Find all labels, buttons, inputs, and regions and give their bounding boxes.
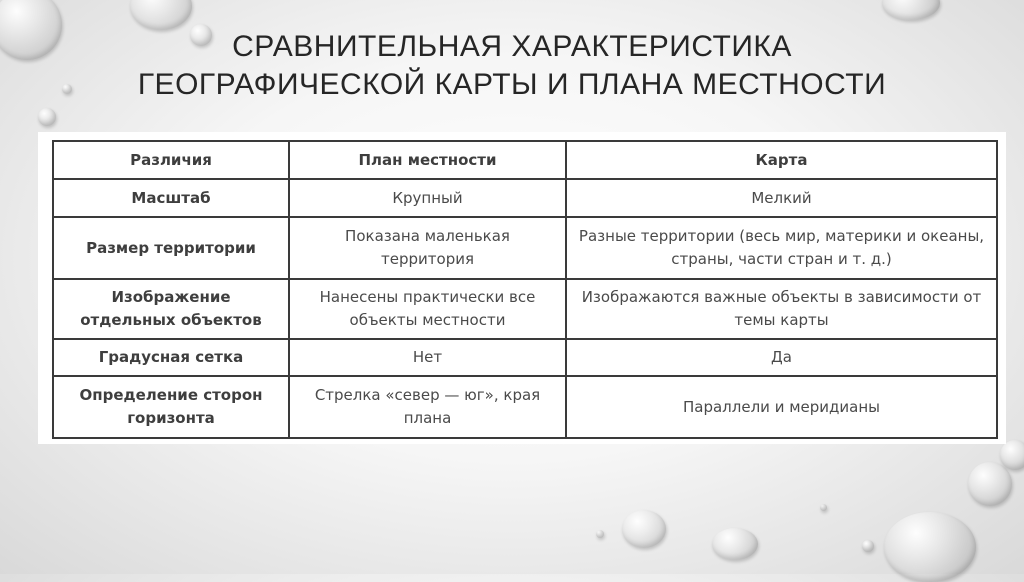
water-drop-decoration bbox=[130, 0, 192, 30]
water-drop-decoration bbox=[38, 108, 56, 126]
column-header-differences: Различия bbox=[53, 141, 289, 179]
table-row bbox=[53, 279, 997, 339]
water-drop-decoration bbox=[712, 528, 758, 560]
plan-cell: Нет bbox=[289, 339, 566, 376]
water-drop-decoration bbox=[622, 510, 666, 548]
map-cell: Да bbox=[566, 339, 997, 376]
map-cell: Параллели и меридианы bbox=[566, 376, 997, 438]
table-row bbox=[53, 217, 997, 279]
slide-title bbox=[0, 28, 1024, 104]
slide-title-line-2: ГЕОГРАФИЧЕСКОЙ КАРТЫ И ПЛАНА МЕСТНОСТИ bbox=[137, 68, 887, 101]
map-cell: Изображаются важные объекты в зависимости от темы карты bbox=[566, 279, 997, 339]
column-header-map: Карта bbox=[566, 141, 997, 179]
water-drop-decoration bbox=[596, 530, 604, 538]
water-drop-decoration bbox=[862, 540, 874, 552]
plan-cell: Нанесены практически все объекты местности bbox=[289, 279, 566, 339]
row-label: Изображение отдельных объектов bbox=[53, 279, 289, 339]
row-label: Масштаб bbox=[53, 179, 289, 217]
table-header-row bbox=[53, 141, 997, 179]
table-row bbox=[53, 179, 997, 217]
water-drop-decoration bbox=[820, 504, 827, 511]
plan-cell: Крупный bbox=[289, 179, 566, 217]
water-drop-decoration bbox=[882, 0, 940, 20]
column-header-plan: План местности bbox=[289, 141, 566, 179]
comparison-table-image bbox=[38, 132, 1006, 444]
row-label: Градусная сетка bbox=[53, 339, 289, 376]
slide-title-line-1: СРАВНИТЕЛЬНАЯ ХАРАКТЕРИСТИКА bbox=[232, 30, 792, 63]
water-drop-decoration bbox=[968, 462, 1012, 506]
water-drop-decoration bbox=[1000, 440, 1024, 470]
water-drop-decoration bbox=[884, 512, 976, 582]
table-row bbox=[53, 376, 997, 438]
map-cell: Разные территории (весь мир, материки и океаны, страны, части стран и т. д.) bbox=[566, 217, 997, 279]
comparison-table bbox=[52, 140, 998, 439]
row-label: Размер территории bbox=[53, 217, 289, 279]
table-row bbox=[53, 339, 997, 376]
plan-cell: Показана маленькая территория bbox=[289, 217, 566, 279]
map-cell: Мелкий bbox=[566, 179, 997, 217]
plan-cell: Стрелка «север — юг», края плана bbox=[289, 376, 566, 438]
row-label: Определение сторон горизонта bbox=[53, 376, 289, 438]
